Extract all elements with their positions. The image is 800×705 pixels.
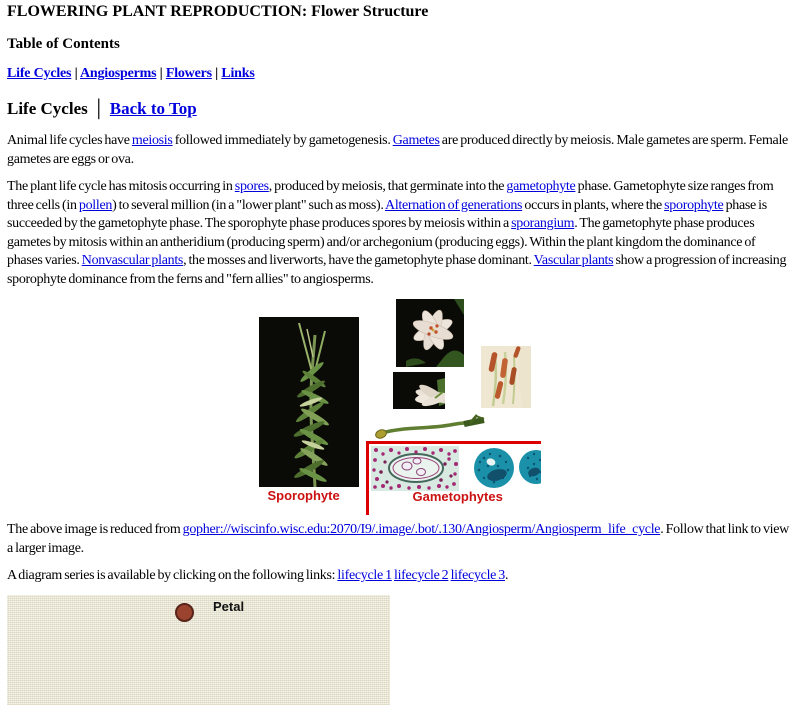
angiosperm-life-cycle-figure	[258, 298, 542, 515]
vascular-plants-link[interactable]: Vascular plants	[533, 253, 614, 268]
back-to-top-link[interactable]: Back to Top	[109, 99, 197, 118]
nonvascular-plants-link[interactable]: Nonvascular plants	[81, 253, 184, 268]
gopher-image-link[interactable]: gopher://wiscinfo.wisc.edu:2070/I9/.image/.bot/.130/Angiosperm/Angiosperm_life_cycle	[182, 522, 661, 537]
ovule-micrograph	[371, 446, 459, 491]
toc-link-angiosperms[interactable]: Angiosperms	[80, 66, 157, 81]
lily-flower-photo	[396, 299, 464, 367]
anther-closeup-photo	[481, 346, 531, 408]
toc-link-flowers[interactable]: Flowers	[165, 66, 212, 81]
toc-heading: Table of Contents	[7, 36, 120, 52]
pollen-link[interactable]: pollen	[78, 197, 113, 213]
meiosis-link[interactable]: meiosis	[131, 133, 173, 148]
paragraph-animal-life-cycles: Animal life cycles have meiosis followed immediately by gametogenesis. Gametes are produced directly by meiosis. Male gametes are sperm. Female gametes are eggs or ova.	[7, 133, 788, 167]
sporophyte-link[interactable]: sporophyte	[664, 197, 724, 213]
anther-dot-shape	[175, 603, 194, 622]
lifecycle-2-link[interactable]: lifecycle 2	[394, 568, 449, 583]
lifecycle-1-link[interactable]: lifecycle 1	[337, 568, 392, 583]
gametophyte-frame-top-line	[366, 441, 541, 444]
alternation-of-generations-link[interactable]: Alternation of generations	[385, 197, 523, 213]
page-title: FLOWERING PLANT REPRODUCTION: Flower Structure	[7, 3, 429, 20]
sporophyte-label: Sporophyte	[267, 488, 340, 503]
spores-link[interactable]: spores	[234, 179, 269, 194]
lifecycle-3-link[interactable]: lifecycle 3	[450, 568, 505, 583]
petal-label: Petal	[213, 598, 245, 614]
sporophyte-photo	[259, 317, 359, 487]
heading-separator: │	[92, 99, 105, 118]
gametophyte-frame-left-line	[366, 441, 369, 515]
paragraph-plant-life-cycle: The plant life cycle has mitosis occurring in spores, produced by meiosis, that germinate into the gametophyte phase. Gametophyte size ranges from three cells (in pollen) to several million (in a "lower plant" such as moss). Alternation of generations occurs in plants, where the sporophyte phase is succeeded by the gametophyte phase. The sporophyte phase produces spores by meiosis within a sporangium. The gametophyte phase produces gametes by mitosis within an antheridium (producing sperm) and/or archegonium (producing eggs). Within the plant kingdom the dominance of phases varies. Nonvascular plants, the mosses and liverworts, have the gametophyte phase dominant. Vascular plants show a progression of increasing sporophyte dominance from the ferns and "fern allies" to angiosperms.	[7, 179, 787, 287]
gametes-link[interactable]: Gametes	[392, 133, 440, 148]
lily-side-photo	[393, 372, 445, 409]
paragraph-image-source: The above image is reduced from gopher://wiscinfo.wisc.edu:2070/I9/.image/.bot/.130/Angiosperm/Angiosperm_life_cycle. Follow that link to view a larger image.	[7, 522, 789, 556]
gametophytes-label: Gametophytes	[412, 489, 503, 504]
toc-link-life-cycles[interactable]: Life Cycles	[7, 66, 72, 81]
gametophyte-link[interactable]: gametophyte	[506, 179, 576, 194]
flower-structure-diagram	[7, 595, 390, 705]
toc-nav: Life Cycles | Angiosperms | Flowers | Links	[7, 66, 255, 81]
section-heading-life-cycles	[7, 99, 792, 118]
pistil-photo	[372, 414, 486, 440]
sporangium-link[interactable]: sporangium	[511, 216, 575, 231]
paragraph-diagram-series: A diagram series is available by clicking on the following links: lifecycle 1 lifecycle 2 lifecycle 3.	[7, 568, 509, 583]
toc-link-links[interactable]: Links	[221, 66, 255, 81]
anther-cross-section-micrograph	[470, 446, 541, 490]
section-heading-label: Life Cycles	[7, 99, 88, 118]
